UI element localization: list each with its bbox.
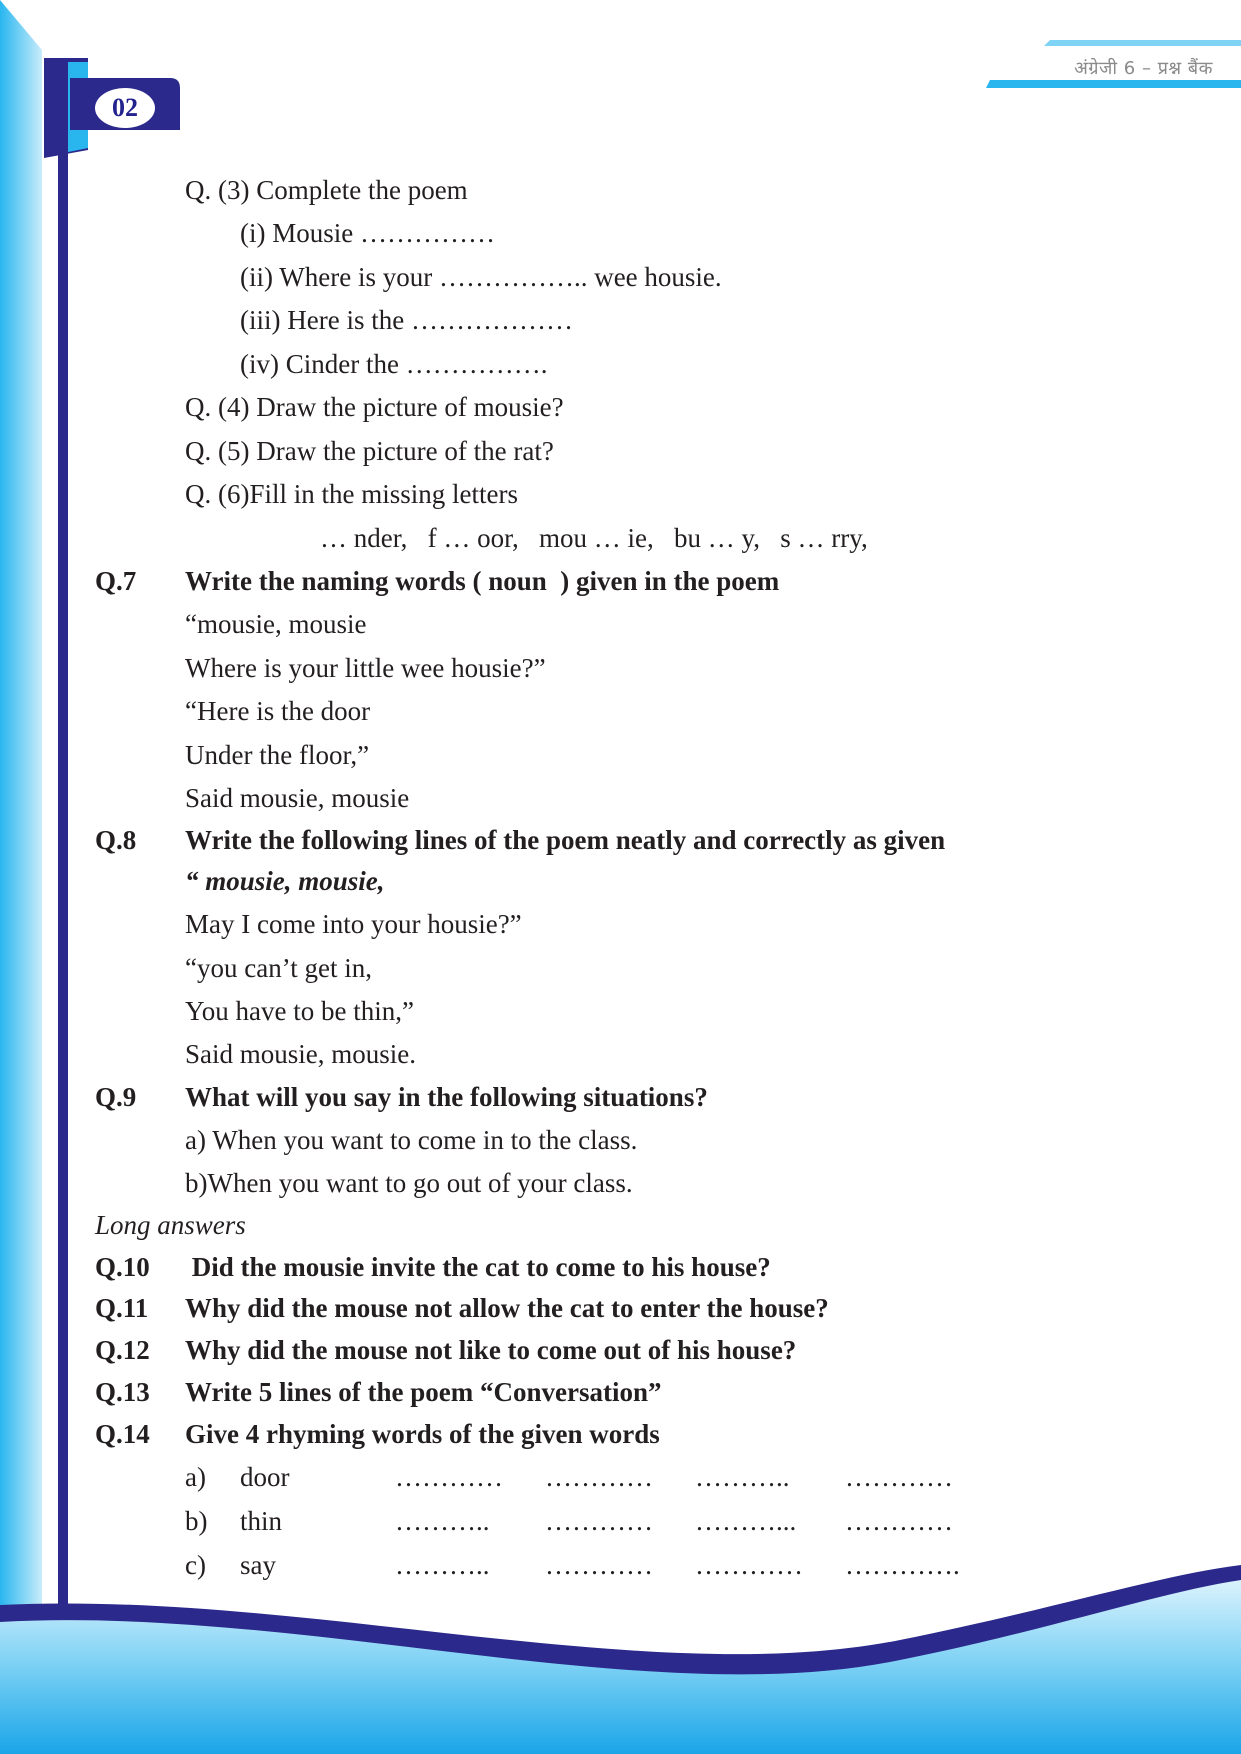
q9-item: a) When you want to come in to the class. bbox=[185, 1125, 638, 1155]
q8-poem-line: “you can’t get in, bbox=[185, 953, 372, 983]
q5-text: Q. (5) Draw the picture of the rat? bbox=[185, 436, 554, 466]
rhyme-blank: ………… bbox=[395, 1462, 503, 1492]
rhyme-word: door bbox=[240, 1462, 290, 1492]
q3-item: (i) Mousie …………… bbox=[240, 218, 495, 248]
q4-text: Q. (4) Draw the picture of mousie? bbox=[185, 392, 564, 422]
q7-poem-line: “Here is the door bbox=[185, 696, 371, 726]
rhyme-blank: ………... bbox=[695, 1506, 797, 1536]
q8-title: Write the following lines of the poem neatly and correctly as given bbox=[185, 825, 946, 855]
q7-poem-line: “mousie, mousie bbox=[185, 609, 367, 639]
rhyme-blank: …………. bbox=[845, 1550, 960, 1580]
q9-item: b)When you want to go out of your class. bbox=[185, 1168, 633, 1198]
q7-title: Write the naming words ( noun ) given in the poem bbox=[185, 566, 780, 596]
q7-poem-line: Under the floor,” bbox=[185, 740, 370, 770]
rhyme-blank: ………… bbox=[845, 1506, 953, 1536]
q11-number: Q.11 bbox=[95, 1293, 149, 1323]
q14-text: Give 4 rhyming words of the given words bbox=[185, 1419, 660, 1449]
q9-title: What will you say in the following situations? bbox=[185, 1082, 708, 1112]
rhyme-blank: ………… bbox=[545, 1506, 653, 1536]
q14-number: Q.14 bbox=[95, 1419, 150, 1449]
q10-number: Q.10 bbox=[95, 1252, 150, 1282]
rhyme-blank: ………… bbox=[695, 1550, 803, 1580]
q7-poem-line: Said mousie, mousie bbox=[185, 783, 410, 813]
q8-poem-first-line: “ mousie, mousie, bbox=[185, 866, 385, 896]
rhyme-label: c) bbox=[185, 1550, 206, 1580]
rhyme-blank: ……….. bbox=[695, 1462, 790, 1492]
rhyme-blank: ……….. bbox=[395, 1506, 490, 1536]
q7-number: Q.7 bbox=[95, 566, 137, 596]
q6-title: Q. (6)Fill in the missing letters bbox=[185, 479, 518, 509]
rhyme-label: a) bbox=[185, 1462, 206, 1492]
q12-text: Why did the mouse not like to come out of his house? bbox=[185, 1335, 797, 1365]
rhyme-blank: ……….. bbox=[395, 1550, 490, 1580]
rhyme-label: b) bbox=[185, 1506, 208, 1536]
q8-poem-line: You have to be thin,” bbox=[185, 996, 414, 1026]
rhyme-blank: ………… bbox=[845, 1462, 953, 1492]
rhyme-word: say bbox=[240, 1550, 276, 1580]
long-answers-heading: Long answers bbox=[95, 1210, 246, 1240]
header-title: अंग्रेजी 6 – प्रश्न बैंक bbox=[1074, 58, 1213, 79]
page-number: 02 bbox=[95, 88, 155, 128]
q8-poem-line: May I come into your housie?” bbox=[185, 909, 522, 939]
q3-item: (ii) Where is your …………….. wee housie. bbox=[240, 262, 722, 292]
q9-number: Q.9 bbox=[95, 1082, 137, 1112]
rhyme-word: thin bbox=[240, 1506, 283, 1536]
q3-item: (iv) Cinder the ……………. bbox=[240, 349, 548, 379]
q11-text: Why did the mouse not allow the cat to enter the house? bbox=[185, 1293, 829, 1323]
q12-number: Q.12 bbox=[95, 1335, 150, 1365]
q13-number: Q.13 bbox=[95, 1377, 150, 1407]
q8-number: Q.8 bbox=[95, 825, 137, 855]
q10-text: Did the mousie invite the cat to come to his house? bbox=[185, 1252, 771, 1282]
q7-poem-line: Where is your little wee housie?” bbox=[185, 653, 546, 683]
q3-title: Q. (3) Complete the poem bbox=[185, 175, 468, 205]
q6-words: … nder, f … oor, mou … ie, bu … y, s … rry, bbox=[320, 523, 868, 553]
q8-poem-line: Said mousie, mousie. bbox=[185, 1039, 416, 1069]
q13-text: Write 5 lines of the poem “Conversation” bbox=[185, 1377, 662, 1407]
rhyme-blank: ………… bbox=[545, 1462, 653, 1492]
rhyme-blank: ………… bbox=[545, 1550, 653, 1580]
q3-item: (iii) Here is the ……………… bbox=[240, 305, 573, 335]
